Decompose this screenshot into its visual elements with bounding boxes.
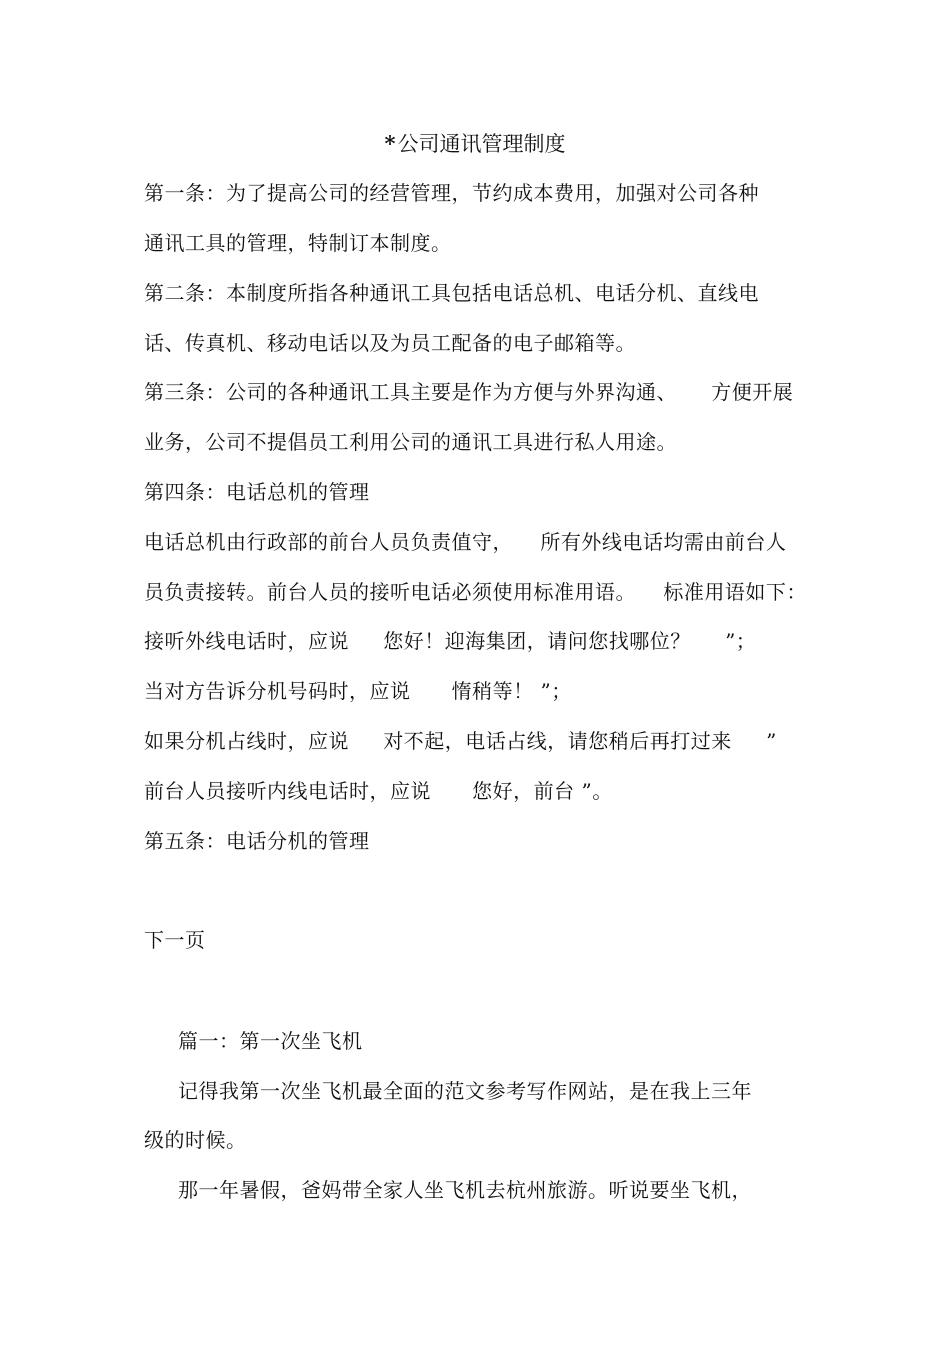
- essay-line: 记得我第一次坐飞机最全面的范文参考写作网站，是在我上三年: [178, 1079, 752, 1103]
- next-page-link[interactable]: 下一页: [144, 928, 206, 952]
- paragraph-line: 第四条：电话总机的管理: [144, 480, 370, 504]
- paragraph-line: 员负责接转。前台人员的接听电话必须使用标准用语。 标准用语如下：: [144, 580, 807, 604]
- paragraph-line: 第一条：为了提高公司的经营管理，节约成本费用，加强对公司各种: [144, 181, 759, 205]
- paragraph-line: 第三条：公司的各种通讯工具主要是作为方便与外界沟通、 方便开展: [144, 380, 794, 404]
- paragraph-line: 话、传真机、移动电话以及为员工配备的电子邮箱等。: [144, 331, 636, 355]
- paragraph-line: 接听外线电话时，应说 您好！迎海集团，请问您找哪位？ ”；: [144, 629, 757, 653]
- paragraph-line: 如果分机占线时，应说 对不起，电话占线，请您稍后再打过来 ”: [144, 729, 777, 753]
- title-text: 公司通讯管理制度: [397, 132, 566, 156]
- paragraph-line: 当对方告诉分机号码时，应说 惰稍等！ ”；: [144, 679, 572, 703]
- paragraph-line: 电话总机由行政部的前台人员负责值守， 所有外线电话均需由前台人: [144, 530, 787, 554]
- paragraph-line: 业务，公司不提倡员工利用公司的通讯工具进行私人用途。: [144, 430, 677, 454]
- document-title: [0, 132, 950, 156]
- essay-heading: 篇一：第一次坐飞机: [178, 1029, 363, 1053]
- paragraph-line: 第五条：电话分机的管理: [144, 829, 370, 853]
- essay-line: 级的时候。: [144, 1128, 247, 1152]
- title-star: *: [384, 131, 396, 156]
- paragraph-line: 通讯工具的管理，特制订本制度。: [144, 231, 452, 255]
- paragraph-line: 前台人员接听内线电话时，应说 您好，前台 ”。: [144, 779, 613, 803]
- essay-line: 那一年暑假，爸妈带全家人坐飞机去杭州旅游。听说要坐飞机，: [178, 1178, 752, 1202]
- paragraph-line: 第二条：本制度所指各种通讯工具包括电话总机、电话分机、直线电: [144, 281, 759, 305]
